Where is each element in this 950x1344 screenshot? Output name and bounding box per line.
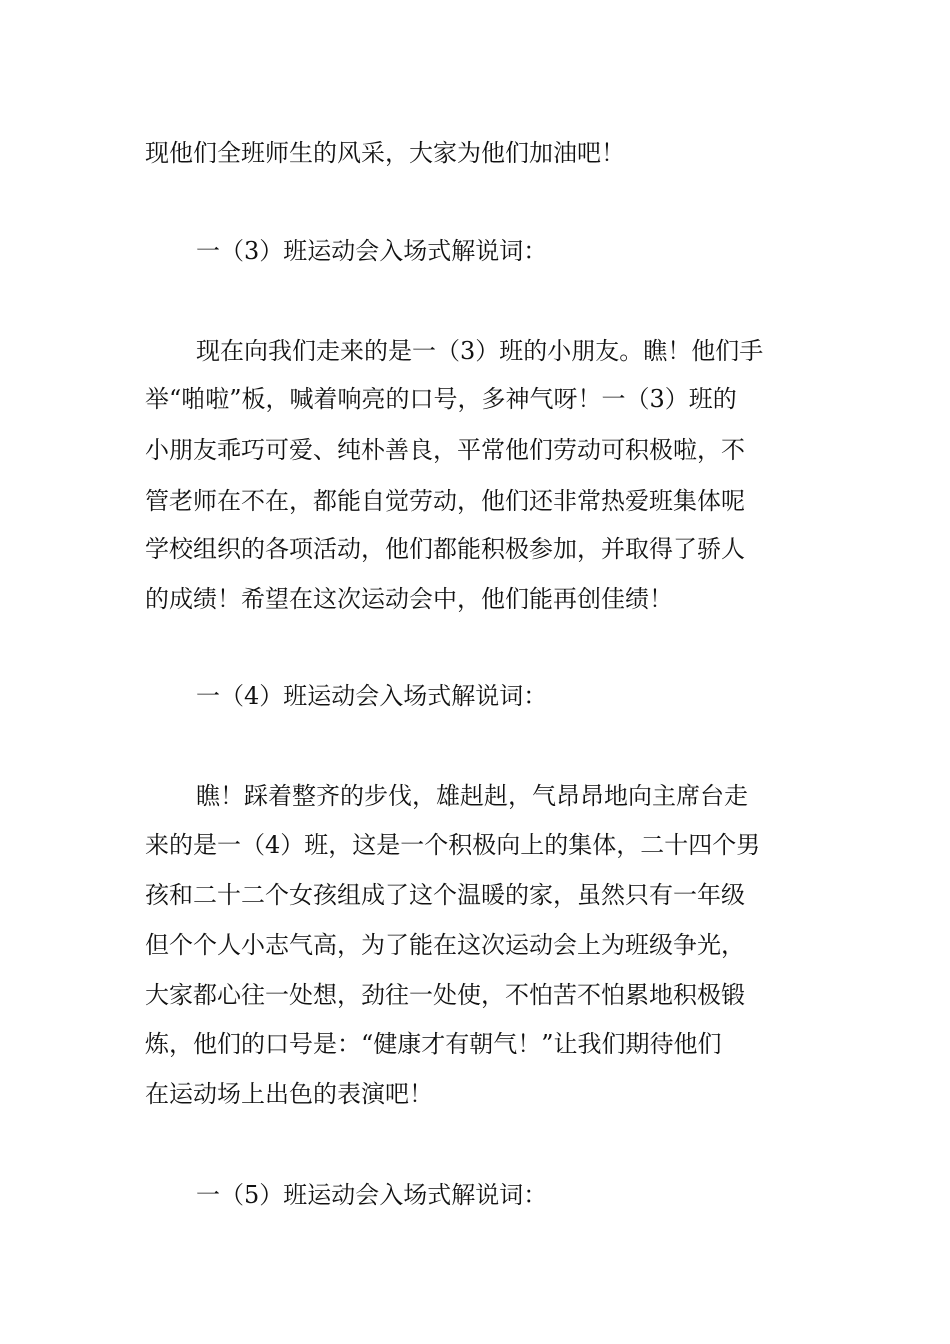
paragraph-line: 大家都心往一处想，劲往一处使，不怕苦不怕累地积极锻 bbox=[145, 981, 745, 1009]
paragraph-line: 炼，他们的口号是：“健康才有朝气！”让我们期待他们 bbox=[145, 1030, 722, 1058]
paragraph-line: 的成绩！希望在这次运动会中，他们能再创佳绩！ bbox=[145, 585, 673, 613]
section-heading-class-5: 一（5）班运动会入场式解说词： bbox=[196, 1181, 548, 1209]
paragraph-line: 举“啪啦”板，喊着响亮的口号，多神气呀！一（3）班的 bbox=[145, 385, 737, 413]
section-heading-class-3: 一（3）班运动会入场式解说词： bbox=[196, 237, 548, 265]
paragraph-line: 在运动场上出色的表演吧！ bbox=[145, 1080, 433, 1108]
section-heading-class-4: 一（4）班运动会入场式解说词： bbox=[196, 682, 548, 710]
paragraph-line: 瞧！踩着整齐的步伐，雄赳赳，气昂昂地向主席台走 bbox=[196, 782, 748, 810]
paragraph-line: 来的是一（4）班，这是一个积极向上的集体，二十四个男 bbox=[145, 831, 761, 859]
paragraph-line: 孩和二十二个女孩组成了这个温暖的家，虽然只有一年级 bbox=[145, 881, 745, 909]
paragraph-line: 管老师在不在，都能自觉劳动，他们还非常热爱班集体呢 bbox=[145, 487, 745, 515]
paragraph-line: 现他们全班师生的风采，大家为他们加油吧！ bbox=[145, 139, 625, 167]
paragraph-line: 学校组织的各项活动，他们都能积极参加，并取得了骄人 bbox=[145, 535, 745, 563]
paragraph-line: 小朋友乖巧可爱、纯朴善良，平常他们劳动可积极啦，不 bbox=[145, 436, 745, 464]
paragraph-line: 但个个人小志气高，为了能在这次运动会上为班级争光， bbox=[145, 931, 745, 959]
paragraph-line: 现在向我们走来的是一（3）班的小朋友。瞧！他们手 bbox=[196, 337, 764, 365]
